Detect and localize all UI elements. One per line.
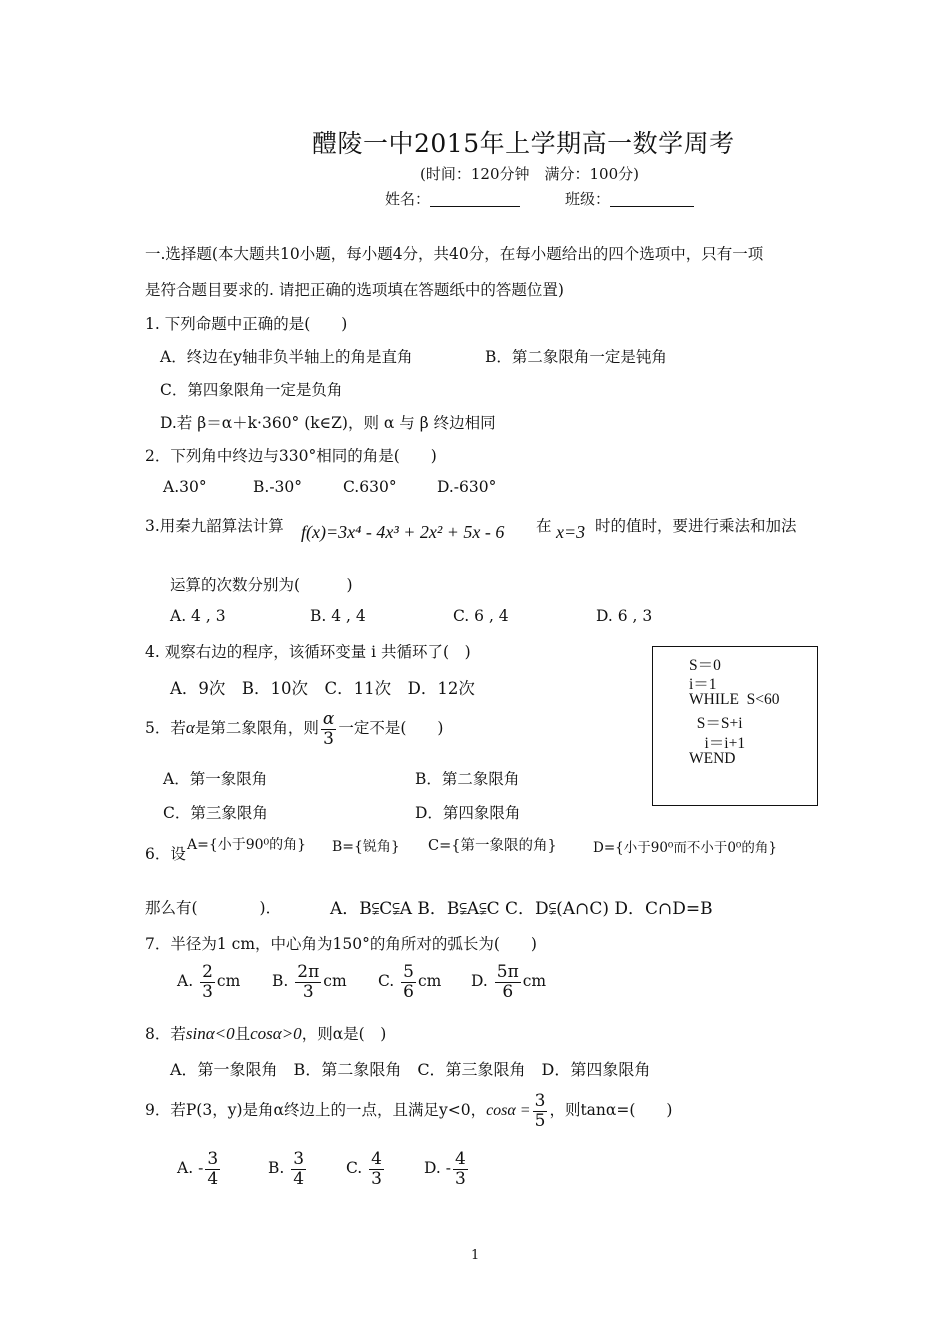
q9-b-num: 3 — [293, 1149, 305, 1169]
q9-a-den: 4 — [207, 1168, 219, 1189]
q7-b-fraction — [295, 963, 321, 1001]
q5-stem — [145, 710, 443, 748]
program-line: i＝1 — [689, 676, 717, 693]
q7-c-label: C. — [378, 972, 395, 991]
q9-cos-num: 3 — [534, 1091, 546, 1111]
q5-option-b: B．第二象限角 — [415, 770, 520, 788]
q7-d-unit: cm — [522, 972, 547, 991]
q3-x-value: x=3 — [556, 522, 586, 542]
q9-option-c — [346, 1150, 386, 1188]
q1-option-d: D.若 β＝α＋k·360° (k∈Z)，则 α 与 β 终边相同 — [160, 414, 496, 432]
q9-a-fraction — [205, 1150, 220, 1188]
q7-b-den: 3 — [302, 981, 314, 1002]
q9-d-den: 3 — [455, 1168, 466, 1189]
q9-d-fraction — [453, 1150, 468, 1188]
class-label: 班级： — [565, 190, 611, 208]
q9-option-d — [424, 1150, 470, 1188]
program-line: WEND — [689, 750, 736, 767]
q5-stem-post: 一定不是( ) — [338, 719, 444, 738]
q7-d-label: D. — [471, 972, 488, 991]
program-line: S＝0 — [689, 657, 721, 674]
q9-d-label: D. — [424, 1159, 441, 1178]
class-blank[interactable] — [610, 192, 694, 207]
q7-stem: 7．半径为1 cm，中心角为150°的角所对的弧长为( ) — [145, 935, 537, 953]
q7-option-b — [272, 963, 347, 1001]
q7-a-den: 3 — [202, 981, 213, 1002]
q7-c-num: 5 — [403, 962, 414, 982]
q3-option-a: A. 4 , 3 — [170, 607, 226, 625]
program-box — [652, 646, 818, 806]
q8-stem-post: ，则α是( ) — [301, 1025, 387, 1043]
q7-a-num: 2 — [202, 962, 213, 982]
q6-set-c: C={第一象限的角} — [428, 838, 557, 854]
q6-options: A．B⫋C⫋A B．B⫋A⫋C C．D⫋(A∩C) D．C∩D=B — [330, 899, 713, 919]
q7-c-fraction — [401, 963, 416, 1001]
q1-option-a: A．终边在y轴非负半轴上的角是直角 — [160, 348, 413, 366]
q7-a-label: A. — [177, 972, 194, 991]
q6-set-a: A={小于90⁰的角} — [187, 837, 307, 853]
q3-stem-post: 时的值时，要进行乘法和加法 — [595, 517, 797, 535]
exam-time-info: (时间：120分钟 满分：100分) — [420, 165, 639, 183]
q9-c-fraction — [369, 1150, 384, 1188]
q9-a-sign: - — [198, 1159, 204, 1178]
q2-option-d: D.-630° — [437, 478, 497, 496]
q8-cond2: cosα>0 — [250, 1024, 302, 1043]
q7-b-num: 2π — [297, 962, 320, 982]
q3-option-b: B. 4 , 4 — [310, 607, 366, 625]
q7-option-a — [177, 963, 240, 1001]
q5-option-d: D．第四象限角 — [415, 804, 521, 822]
q8-stem-pre: 8．若 — [145, 1025, 186, 1043]
q7-d-num: 5π — [496, 962, 519, 982]
q6-line2: 那么有( )． — [145, 899, 282, 917]
q1-option-c: C．第四象限角一定是负角 — [160, 381, 343, 399]
q9-d-sign: - — [445, 1159, 451, 1178]
q9-b-fraction — [291, 1150, 306, 1188]
q2-option-b: B.-30° — [253, 478, 303, 496]
program-line: i＝i+1 — [689, 735, 746, 752]
q6-stem-pre: 6．设 — [145, 845, 186, 863]
class-field[interactable] — [565, 188, 694, 209]
section-intro-line1: 一.选择题(本大题共10小题，每小题4分，共40分，在每小题给出的四个选项中，只有一项 — [145, 245, 764, 263]
name-blank[interactable] — [430, 192, 520, 207]
q7-c-unit: cm — [418, 972, 442, 991]
q1-stem: 1. 下列命题中正确的是( ) — [145, 315, 348, 333]
q7-b-unit: cm — [323, 972, 347, 991]
section-intro-line2: 是符合题目要求的. 请把正确的选项填在答题纸中的答题位置) — [145, 281, 564, 299]
q3-line2: 运算的次数分别为( ) — [170, 576, 353, 594]
q3-option-c: C. 6 , 4 — [453, 607, 509, 625]
q7-option-d — [471, 963, 546, 1001]
page-number: 1 — [471, 1248, 480, 1263]
q7-a-fraction — [200, 963, 215, 1001]
q3-stem-pre: 3.用秦九韶算法计算 — [145, 517, 284, 535]
q9-option-a — [177, 1150, 222, 1188]
q9-stem-post: ，则tanα=( ) — [549, 1101, 673, 1120]
q7-d-den: 6 — [502, 981, 514, 1002]
q9-b-den: 4 — [293, 1168, 305, 1189]
q7-option-c — [378, 963, 441, 1001]
q5-fraction — [321, 710, 336, 748]
page-title: 醴陵一中2015年上学期高一数学周考 — [312, 129, 735, 158]
q2-option-a: A.30° — [163, 478, 207, 496]
q5-frac-den: 3 — [323, 728, 334, 749]
q9-option-b — [268, 1150, 308, 1188]
q8-mid: 且 — [234, 1025, 251, 1043]
program-line: S＝S+i — [689, 715, 743, 732]
q7-c-den: 6 — [403, 981, 414, 1002]
q6-set-d: D={小于90⁰而不小于0⁰的角} — [593, 840, 777, 856]
q9-cos-fraction — [533, 1092, 548, 1130]
q2-stem: 2．下列角中终边与330°相同的角是( ) — [145, 447, 437, 465]
q5-stem-mid: 是第二象限角，则 — [194, 719, 319, 738]
q9-stem-pre: 9．若P(3，y)是角α终边上的一点，且满足y<0， — [145, 1101, 487, 1120]
q7-d-fraction — [495, 963, 521, 1001]
q6-set-b: B={锐角} — [332, 839, 400, 855]
name-label: 姓名： — [385, 190, 431, 208]
q9-c-den: 3 — [371, 1168, 382, 1189]
name-field[interactable] — [385, 188, 520, 209]
q9-c-label: C. — [346, 1159, 363, 1178]
q1-option-b: B．第二象限角一定是钝角 — [485, 348, 667, 366]
q9-cos-den: 5 — [534, 1110, 546, 1131]
q5-stem-pre: 5．若 — [145, 719, 186, 738]
q5-alpha: α — [185, 718, 195, 738]
q9-c-num: 4 — [371, 1149, 382, 1169]
program-line: WHILE S<60 — [689, 691, 780, 708]
q9-b-label: B. — [268, 1159, 285, 1178]
q8-options: A．第一象限角 B．第二象限角 C．第三象限角 D．第四象限角 — [170, 1060, 651, 1079]
q2-option-c: C.630° — [343, 478, 397, 496]
q4-options: A．9次 B．10次 C．11次 D．12次 — [170, 679, 475, 698]
q5-frac-num: α — [322, 709, 335, 729]
q5-option-a: A．第一象限角 — [163, 770, 268, 788]
q3-formula: f(x)=3x⁴ - 4x³ + 2x² + 5x - 6 — [301, 522, 505, 542]
q5-option-c: C．第三象限角 — [163, 804, 268, 822]
q4-stem: 4. 观察右边的程序，该循环变量 i 共循环了( ) — [145, 643, 471, 661]
q3-mid: 在 — [536, 517, 552, 535]
q8-cond1: sinα<0 — [185, 1024, 235, 1043]
q9-stem — [145, 1092, 672, 1130]
q7-b-label: B. — [272, 972, 289, 991]
q9-a-num: 3 — [207, 1149, 219, 1169]
q8-stem — [145, 1022, 386, 1044]
q9-a-label: A. — [177, 1159, 194, 1178]
q7-a-unit: cm — [216, 972, 241, 991]
q9-cos-label: cosα = — [486, 1102, 531, 1120]
q3-option-d: D. 6 , 3 — [596, 607, 653, 625]
q9-d-num: 4 — [455, 1149, 466, 1169]
